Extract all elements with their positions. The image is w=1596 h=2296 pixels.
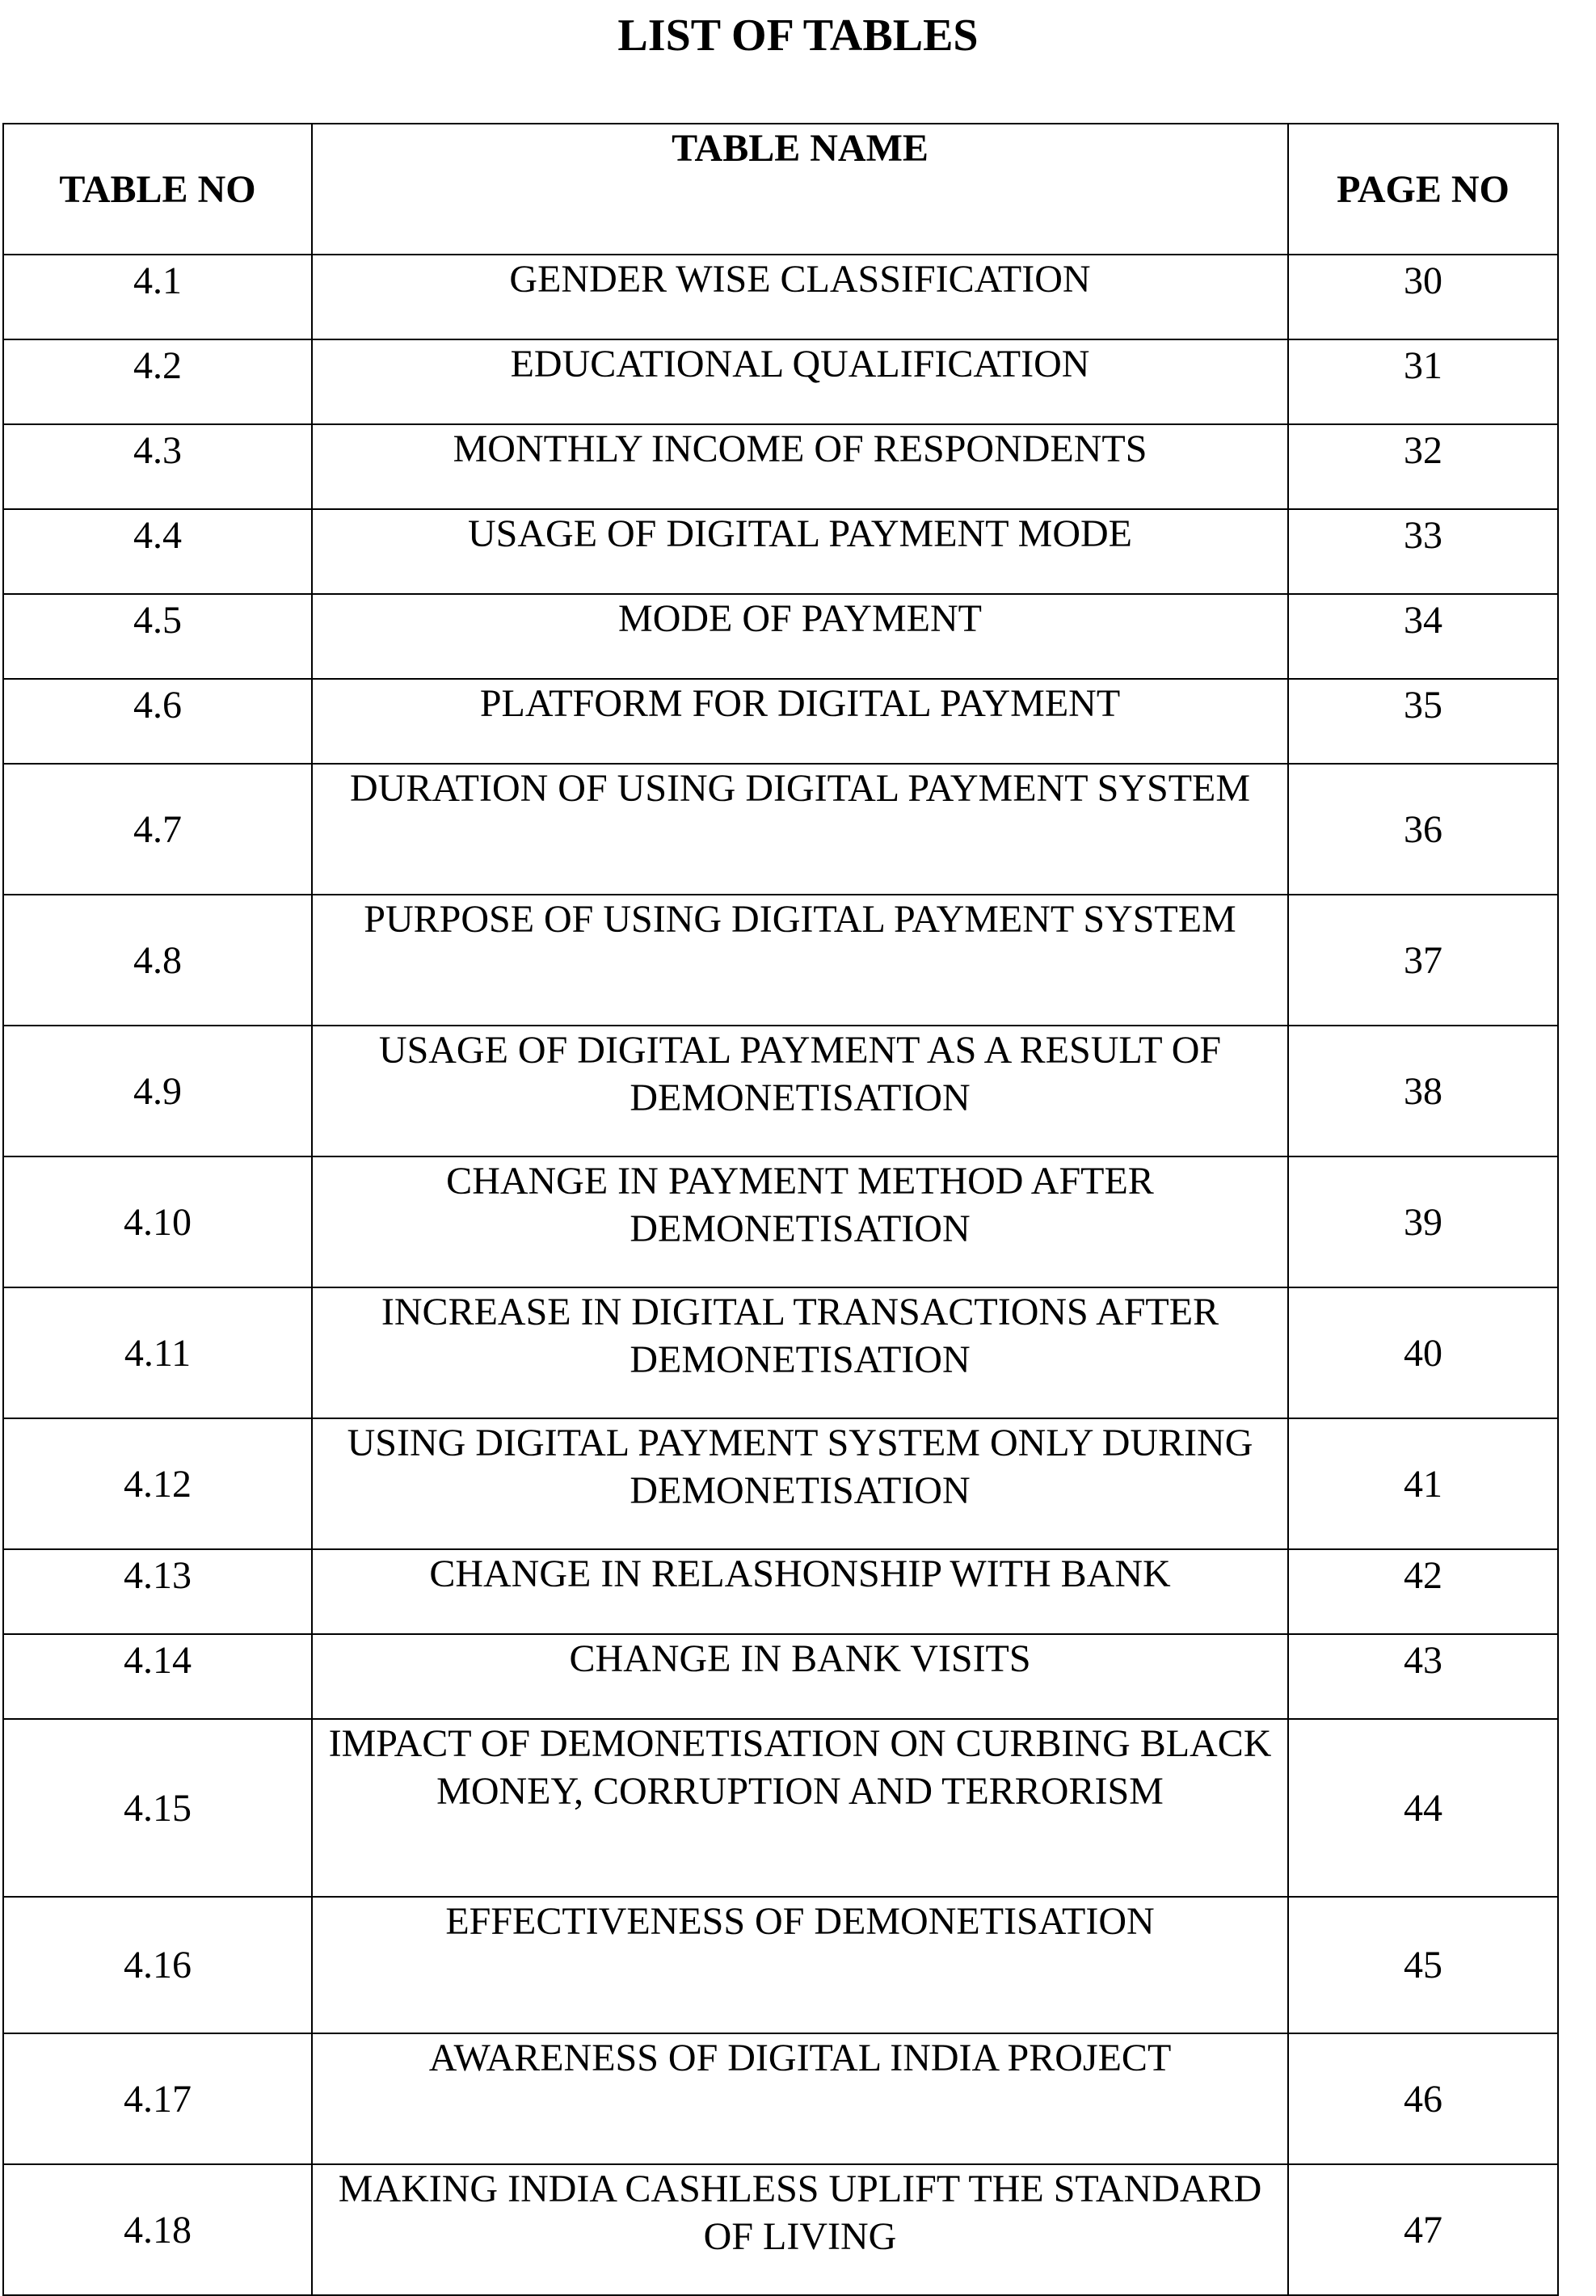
table-row (3, 1026, 1558, 1156)
table-row (3, 895, 1558, 1026)
table-number-cell: 4.6 (3, 679, 312, 764)
table-number-cell: 4.9 (3, 1026, 312, 1156)
table-number-cell: 4.2 (3, 339, 312, 424)
table-number-cell: 4.12 (3, 1418, 312, 1549)
table-number-cell: 4.7 (3, 764, 312, 895)
page-number-cell: 42 (1288, 1549, 1558, 1634)
page-number-cell: 41 (1288, 1418, 1558, 1549)
table-name-cell: INCREASE IN DIGITAL TRANSACTIONS AFTER DEMONETISATION (312, 1287, 1288, 1418)
page-number-cell: 32 (1288, 424, 1558, 509)
table-name-cell: IMPACT OF DEMONETISATION ON CURBING BLACK MONEY, CORRUPTION AND TERRORISM (312, 1719, 1288, 1897)
header-row (3, 124, 1558, 255)
table-name-cell: CHANGE IN BANK VISITS (312, 1634, 1288, 1719)
table-number-cell: 4.15 (3, 1719, 312, 1897)
page-number-cell: 34 (1288, 594, 1558, 679)
table-row (3, 509, 1558, 594)
table-name-cell: USING DIGITAL PAYMENT SYSTEM ONLY DURING DEMONETISATION (312, 1418, 1288, 1549)
list-of-tables (2, 123, 1559, 2296)
page-number-cell: 39 (1288, 1156, 1558, 1287)
table-number-cell: 4.4 (3, 509, 312, 594)
table-number-cell: 4.17 (3, 2033, 312, 2164)
table-name-cell: CHANGE IN PAYMENT METHOD AFTER DEMONETISATION (312, 1156, 1288, 1287)
table-name-cell: PURPOSE OF USING DIGITAL PAYMENT SYSTEM (312, 895, 1288, 1026)
table-row (3, 339, 1558, 424)
table-name-cell: CHANGE IN RELASHONSHIP WITH BANK (312, 1549, 1288, 1634)
table-row (3, 1418, 1558, 1549)
table-name-cell: MONTHLY INCOME OF RESPONDENTS (312, 424, 1288, 509)
table-name-cell: USAGE OF DIGITAL PAYMENT MODE (312, 509, 1288, 594)
page-number-cell: 36 (1288, 764, 1558, 895)
header-page-no: PAGE NO (1288, 124, 1558, 255)
table-row (3, 764, 1558, 895)
table-name-cell: GENDER WISE CLASSIFICATION (312, 255, 1288, 339)
table-row (3, 2164, 1558, 2295)
page-number-cell: 31 (1288, 339, 1558, 424)
table-name-cell: PLATFORM FOR DIGITAL PAYMENT (312, 679, 1288, 764)
header-table-no: TABLE NO (3, 124, 312, 255)
header-table-name: TABLE NAME (312, 124, 1288, 255)
table-name-cell: AWARENESS OF DIGITAL INDIA PROJECT (312, 2033, 1288, 2164)
table-number-cell: 4.10 (3, 1156, 312, 1287)
page-number-cell: 47 (1288, 2164, 1558, 2295)
page-number-cell: 30 (1288, 255, 1558, 339)
page-number-cell: 44 (1288, 1719, 1558, 1897)
page-title: LIST OF TABLES (617, 11, 979, 61)
table-name-cell: USAGE OF DIGITAL PAYMENT AS A RESULT OF DEMONETISATION (312, 1026, 1288, 1156)
table-number-cell: 4.11 (3, 1287, 312, 1418)
table-row (3, 1897, 1558, 2033)
table-row (3, 1719, 1558, 1897)
table-name-cell: MODE OF PAYMENT (312, 594, 1288, 679)
table-number-cell: 4.13 (3, 1549, 312, 1634)
table-number-cell: 4.1 (3, 255, 312, 339)
table-number-cell: 4.18 (3, 2164, 312, 2295)
table-number-cell: 4.16 (3, 1897, 312, 2033)
table-row (3, 679, 1558, 764)
table-row (3, 1156, 1558, 1287)
table-row (3, 1549, 1558, 1634)
page-number-cell: 43 (1288, 1634, 1558, 1719)
page-number-cell: 46 (1288, 2033, 1558, 2164)
table-row (3, 1634, 1558, 1719)
table-name-cell: EDUCATIONAL QUALIFICATION (312, 339, 1288, 424)
table-row (3, 424, 1558, 509)
table-number-cell: 4.5 (3, 594, 312, 679)
page-number-cell: 38 (1288, 1026, 1558, 1156)
page-number-cell: 40 (1288, 1287, 1558, 1418)
page-number-cell: 37 (1288, 895, 1558, 1026)
table-name-cell: EFFECTIVENESS OF DEMONETISATION (312, 1897, 1288, 2033)
table-number-cell: 4.8 (3, 895, 312, 1026)
table-row (3, 594, 1558, 679)
table-number-cell: 4.14 (3, 1634, 312, 1719)
table-number-cell: 4.3 (3, 424, 312, 509)
page-number-cell: 35 (1288, 679, 1558, 764)
table-name-cell: DURATION OF USING DIGITAL PAYMENT SYSTEM (312, 764, 1288, 895)
table-row (3, 2033, 1558, 2164)
table-name-cell: MAKING INDIA CASHLESS UPLIFT THE STANDARD OF LIVING (312, 2164, 1288, 2295)
page-number-cell: 45 (1288, 1897, 1558, 2033)
table-row (3, 255, 1558, 339)
table-row (3, 1287, 1558, 1418)
page-number-cell: 33 (1288, 509, 1558, 594)
